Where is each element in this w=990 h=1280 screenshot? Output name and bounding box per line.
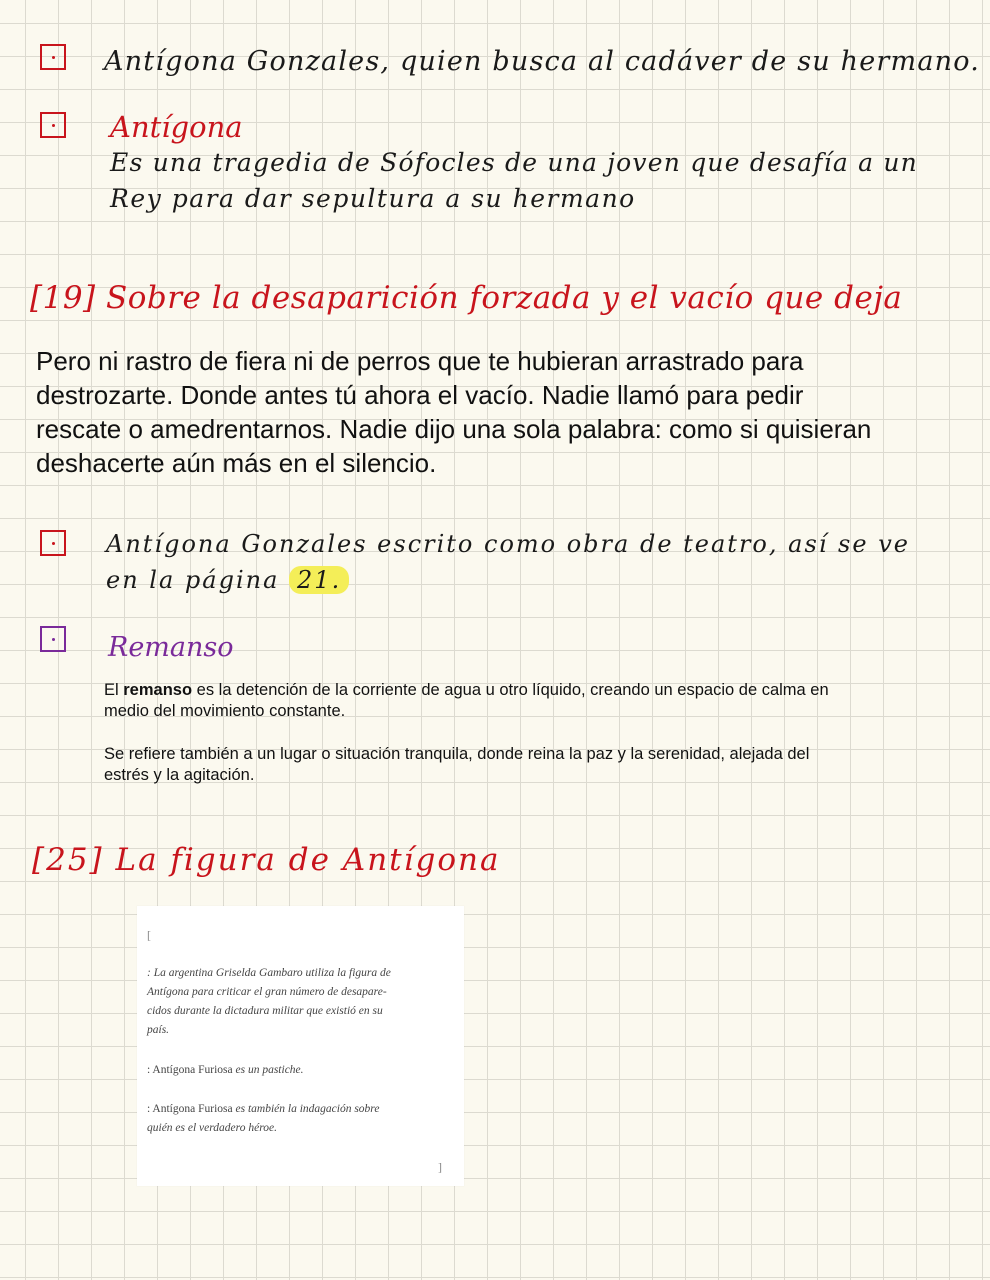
card-item-1-line-1: : La argentina Griselda Gambaro utiliza la figura de bbox=[147, 967, 391, 979]
section-19-heading: [19] Sobre la desaparición forzada y el vacío que deja bbox=[30, 280, 903, 316]
quote-line-1: Pero ni rastro de fiera ni de perros que te hubieran arrastrado para bbox=[36, 346, 804, 376]
checkbox-note-3[interactable] bbox=[40, 530, 66, 556]
checkbox-note-1[interactable] bbox=[40, 44, 66, 70]
card-item-3-line-1 bbox=[147, 1100, 447, 1120]
card-item-3-line-2: quién es el verdadero héroe. bbox=[147, 1122, 277, 1134]
card-open-bracket: [ bbox=[147, 928, 151, 942]
checkbox-note-2[interactable] bbox=[40, 112, 66, 138]
remanso-p1-pre: El bbox=[104, 681, 119, 699]
card-item-1-line-3: cidos durante la dictadura militar que existió en su bbox=[147, 1005, 383, 1017]
card-close-bracket: ] bbox=[438, 1160, 442, 1174]
book-excerpt-card bbox=[137, 906, 464, 1186]
note-2-line-2: Rey para dar sepultura a su hermano bbox=[110, 184, 636, 213]
note-2-line-1: Es una tragedia de Sófocles de una joven que desafía a un bbox=[110, 148, 918, 177]
note-3-line-1: Antígona Gonzales escrito como obra de teatro, así se ve bbox=[106, 530, 910, 558]
card-item-3-rest: es también la indagación sobre bbox=[235, 1103, 380, 1115]
remanso-p2-line-1: Se refiere también a un lugar o situación tranquila, donde reina la paz y la serenidad, alejada del bbox=[104, 745, 810, 763]
quote-block bbox=[36, 344, 871, 480]
quote-line-2: destrozarte. Donde antes tú ahora el vacío. Nadie llamó para pedir bbox=[36, 380, 804, 410]
card-item-3-title: : Antígona Furiosa bbox=[147, 1103, 233, 1115]
note-3-line-2-prefix: en la página bbox=[106, 566, 280, 594]
note-3-line-2 bbox=[106, 566, 349, 594]
card-item-2-title: : Antígona Furiosa bbox=[147, 1064, 233, 1076]
remanso-definition bbox=[104, 680, 829, 786]
quote-line-3: rescate o amedrentarnos. Nadie dijo una sola palabra: como si quisieran bbox=[36, 414, 872, 444]
remanso-title: Remanso bbox=[108, 632, 234, 663]
remanso-p1-line-1 bbox=[104, 680, 829, 701]
remanso-p1-rest: es la detención de la corriente de agua u otro líquido, creando un espacio de calma en bbox=[196, 681, 829, 699]
card-item-1-line-4: país. bbox=[147, 1024, 170, 1036]
note-1-text: Antígona Gonzales, quien busca al cadáver de su hermano. bbox=[104, 46, 980, 77]
card-item-1-line-2: Antígona para criticar el gran número de desapare- bbox=[147, 986, 387, 998]
section-25-heading: [25] La figura de Antígona bbox=[32, 842, 501, 878]
page-ref-highlight: 21. bbox=[289, 566, 349, 594]
remanso-p2-line-2: estrés y la agitación. bbox=[104, 766, 255, 784]
card-item-2-rest: es un pastiche. bbox=[235, 1064, 304, 1076]
note-2-title: Antígona bbox=[110, 110, 243, 144]
card-item-2 bbox=[147, 1061, 447, 1081]
remanso-p1-line-2: medio del movimiento constante. bbox=[104, 702, 346, 720]
checkbox-remanso[interactable] bbox=[40, 626, 66, 652]
quote-line-4: deshacerte aún más en el silencio. bbox=[36, 448, 437, 478]
remanso-term: remanso bbox=[123, 681, 193, 699]
